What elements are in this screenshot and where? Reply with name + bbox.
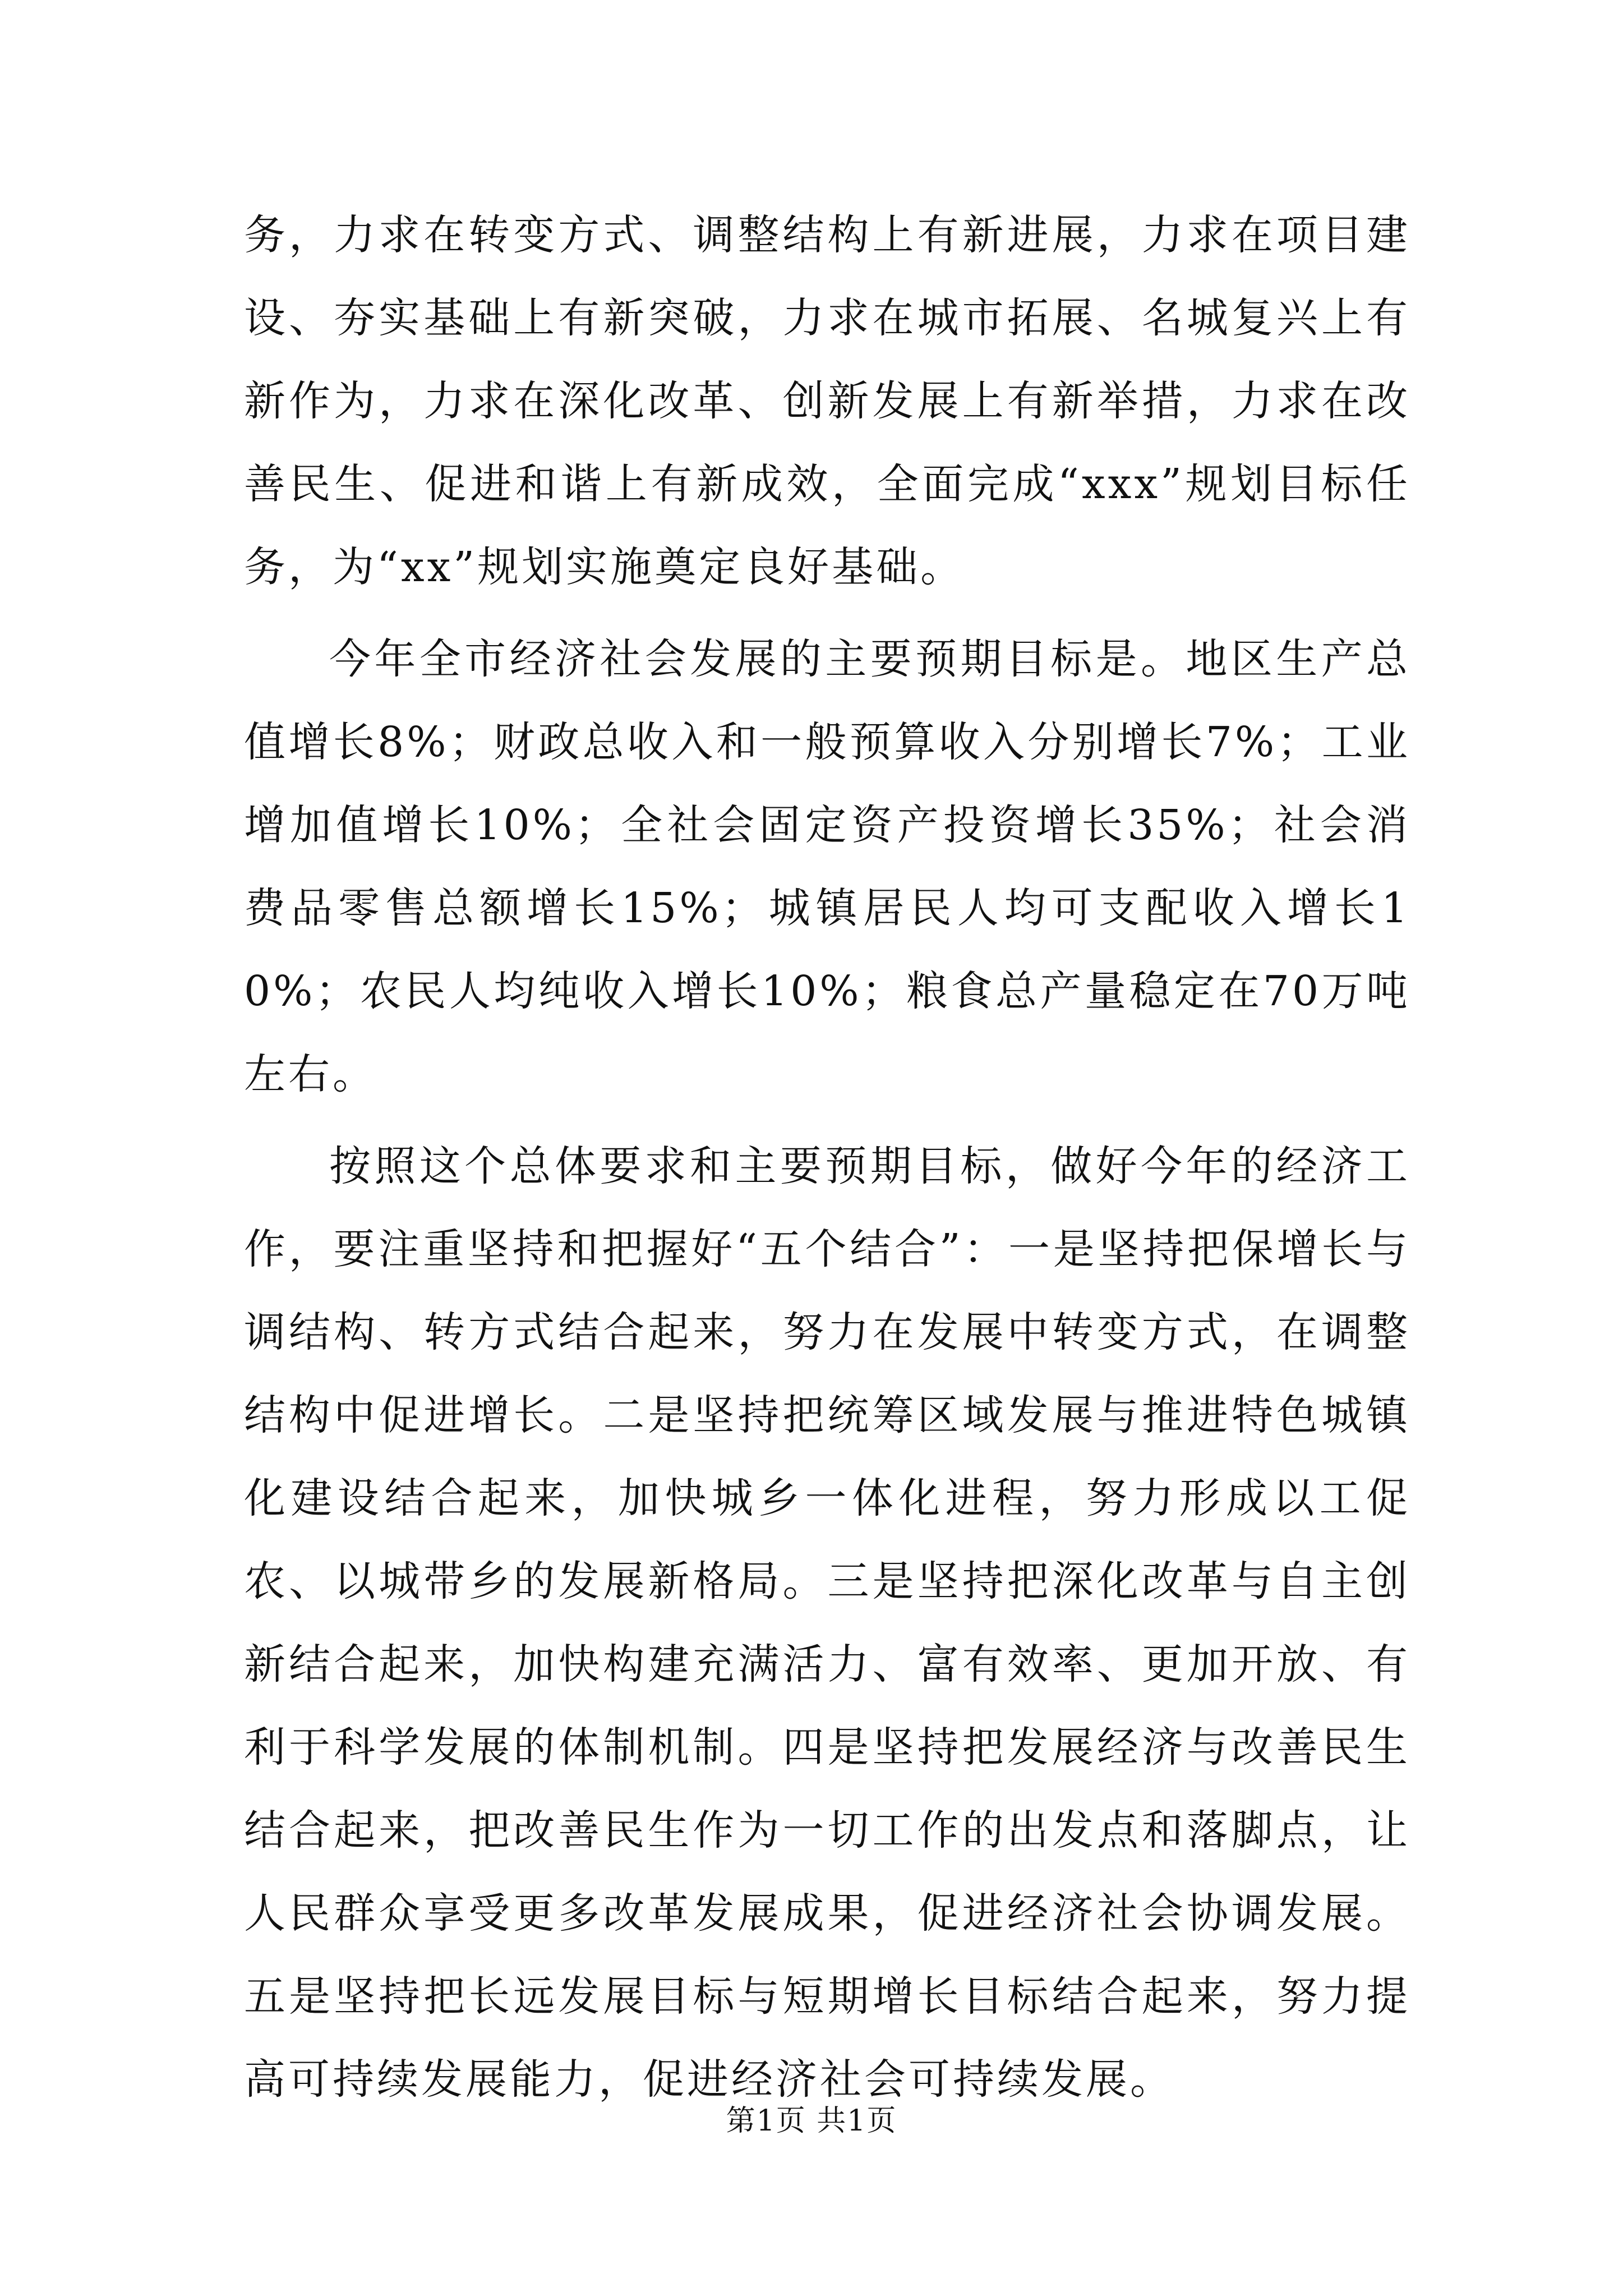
- paragraph-five-combinations: 按照这个总体要求和主要预期目标，做好今年的经济工作，要注重坚持和把握好“五个结合”：一是坚持把保增长与调结构、转方式结合起来，努力在发展中转变方式，在调整结构中促进增长。二是坚持把统筹区域发展与推进特色城镇化建设结合起来，加快城乡一体化进程，努力形成以工促农、以城带乡的发展新格局。三是坚持把深化改革与自主创新结合起来，加快构建充满活力、富有效率、更加开放、有利于科学发展的体制机制。四是坚持把发展经济与改善民生结合起来，把改善民生作为一切工作的出发点和落脚点，让人民群众享受更多改革发展成果，促进经济社会协调发展。五是坚持把长远发展目标与短期增长目标结合起来，努力提高可持续发展能力，促进经济社会可持续发展。: [244, 1142, 1410, 2104]
- paragraph-targets: 今年全市经济社会发展的主要预期目标是。地区生产总值增长8%；财政总收入和一般预算收入分别增长7%；工业增加值增长10%；全社会固定资产投资增长35%；社会消费品零售总额增长15%；城镇居民人均可支配收入增长10%；农民人均纯收入增长10%；粮食总产量稳定在70万吨左右。: [244, 635, 1410, 1098]
- paragraph-continuation: 务，力求在转变方式、调整结构上有新进展，力求在项目建设、夯实基础上有新突破，力求在城市拓展、名城复兴上有新作为，力求在深化改革、创新发展上有新举措，力求在改善民生、促进和谐上有新成效，全面完成“xxx”规划目标任务，为“xx”规划实施奠定良好基础。: [244, 211, 1410, 591]
- page-footer: 第1页 共1页: [726, 2104, 897, 2138]
- document-body: [244, 194, 1410, 2130]
